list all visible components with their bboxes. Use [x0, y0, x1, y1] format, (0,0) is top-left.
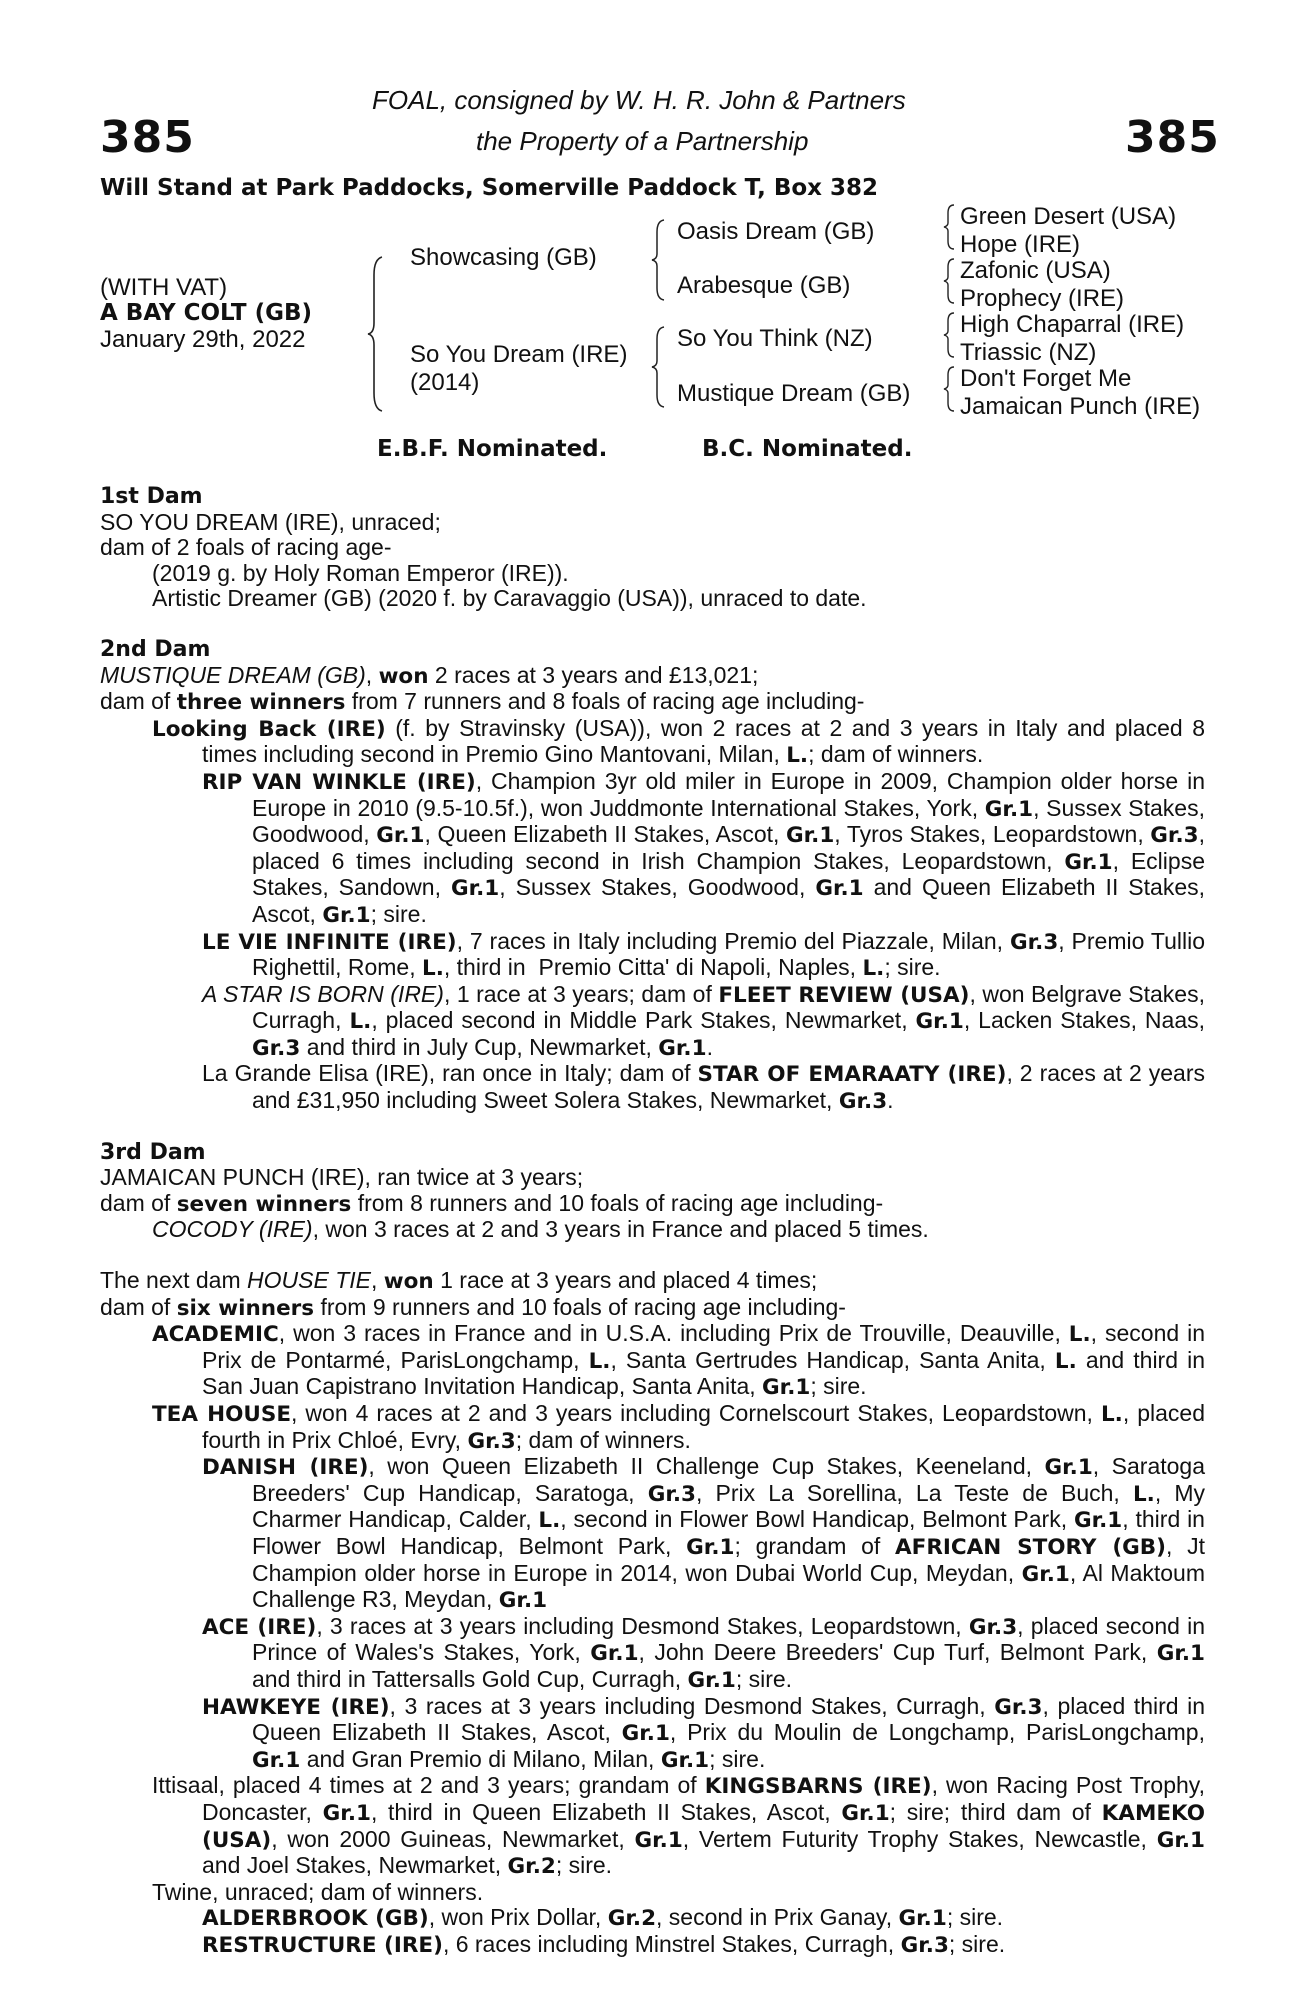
lot-number-left: 385 [100, 112, 195, 163]
dam2-line: MUSTIQUE DREAM (GB), won 2 races at 3 years and £13,021; [100, 661, 759, 689]
gen3-ancestor: Triassic (NZ) [960, 339, 1097, 366]
gen3-ancestor: Prophecy (IRE) [960, 285, 1125, 312]
sire-name: Showcasing (GB) [410, 244, 597, 271]
ebf-nomination: E.B.F. Nominated. [377, 436, 608, 462]
progeny-entry: A STAR IS BORN (IRE), 1 race at 3 years; dam of FLEET REVIEW (USA), won Belgrave Stakes, Curragh, L., placed second in Middle Park Stakes, Newmarket, Gr.1, Lacken Stakes, Naas, Gr.3 and third in July Cup, Newmarket, Gr.1. [202, 980, 1206, 1061]
dam-brace-icon [650, 325, 666, 409]
lot-number-right: 385 [1125, 112, 1220, 163]
progeny-entry: ACE (IRE), 3 races at 3 years including Desmond Stakes, Leopardstown, Gr.3, placed second in Prince of Wales's Stakes, York, Gr.1, John Deere Breeders' Cup Turf, Belmont Park, Gr.1 and third in Tattersalls Gold Cup, Curragh, Gr.1; sire. [202, 1612, 1206, 1693]
progeny-entry: RESTRUCTURE (IRE), 6 races including Minstrel Stakes, Curragh, Gr.3; sire. [202, 1930, 1006, 1958]
dam1-line: SO YOU DREAM (IRE), unraced; [100, 508, 441, 535]
gen3-brace-3-icon [942, 311, 956, 359]
dam-year: (2014) [410, 369, 480, 396]
progeny-entry: Looking Back (IRE) (f. by Stravinsky (USA)), won 2 races at 2 and 3 years in Italy and placed 8 times including second in Premio Gino Mantovani, Milan, L.; dam of winners. [152, 714, 1205, 769]
dam-name: So You Dream (IRE) [410, 341, 628, 368]
progeny-entry: HAWKEYE (IRE), 3 races at 3 years including Desmond Stakes, Curragh, Gr.3, placed third in Queen Elizabeth II Stakes, Ascot, Gr.1, Prix du Moulin de Longchamp, ParisLongchamp, Gr.1 and Gran Premio di Milano, Milan, Gr.1; sire. [202, 1692, 1206, 1773]
dam3-line: JAMAICAN PUNCH (IRE), ran twice at 3 years; [100, 1164, 584, 1191]
horse-dob: January 29th, 2022 [100, 326, 306, 353]
progeny-entry: Ittisaal, placed 4 times at 2 and 3 years; grandam of KINGSBARNS (IRE), won Racing Post Trophy, Doncaster, Gr.1, third in Queen Elizabeth II Stakes, Ascot, Gr.1; sire; third dam of KAMEKO (USA), won 2000 Guineas, Newmarket, Gr.1, Vertem Futurity Trophy Stakes, Newcastle, Gr.1 and Joel Stakes, Newmarket, Gr.2; sire. [152, 1772, 1205, 1880]
progeny-entry: Twine, unraced; dam of winners. [152, 1878, 484, 1905]
consignment-line: FOAL, consigned by W. H. R. John & Partners [372, 85, 906, 115]
dam3-line: dam of seven winners from 8 runners and 10 foals of racing age including- [100, 1189, 884, 1217]
dam2-heading: 2nd Dam [100, 636, 211, 662]
progeny-entry: TEA HOUSE, won 4 races at 2 and 3 years including Cornelscourt Stakes, Leopardstown, L., placed fourth in Prix Chloé, Evry, Gr.3; dam of winners. [152, 1400, 1206, 1454]
dam1-progeny: (2019 g. by Holy Roman Emperor (IRE)). [152, 559, 569, 586]
gen3-ancestor: High Chaparral (IRE) [960, 311, 1185, 338]
dam1-line: dam of 2 foals of racing age- [100, 534, 392, 561]
dam-sire-name: So You Think (NZ) [677, 325, 873, 352]
sire-dam-name: Arabesque (GB) [677, 272, 851, 299]
gen3-ancestor: Green Desert (USA) [960, 203, 1177, 230]
dam2-line: dam of three winners from 7 runners and 8 foals of racing age including- [100, 688, 865, 716]
sire-brace-icon [650, 218, 666, 302]
bc-nomination: B.C. Nominated. [702, 436, 913, 462]
dam1-progeny: Artistic Dreamer (GB) (2020 f. by Caravaggio (USA)), unraced to date. [152, 585, 867, 612]
next-dam-line: dam of six winners from 9 runners and 10 foals of racing age including- [100, 1293, 846, 1321]
pedigree-brace-icon [366, 255, 386, 413]
property-line: the Property of a Partnership [476, 126, 809, 156]
dam3-heading: 3rd Dam [100, 1139, 206, 1165]
progeny-entry: ALDERBROOK (GB), won Prix Dollar, Gr.2, second in Prix Ganay, Gr.1; sire. [202, 1904, 1004, 1932]
dam1-heading: 1st Dam [100, 484, 203, 509]
progeny-entry: COCODY (IRE), won 3 races at 2 and 3 years in France and placed 5 times. [152, 1216, 929, 1243]
gen3-ancestor: Hope (IRE) [960, 231, 1081, 258]
progeny-entry: DANISH (IRE), won Queen Elizabeth II Challenge Cup Stakes, Keeneland, Gr.1, Saratoga Breeders' Cup Handicap, Saratoga, Gr.3, Prix La Sorellina, La Teste de Buch, L., My Charmer Handicap, Calder, L., second in Flower Bowl Handicap, Belmont Park, Gr.1, third in Flower Bowl Handicap, Belmont Park, Gr.1; grandam of AFRICAN STORY (GB), Jt Champion older horse in Europe in 2014, won Dubai World Cup, Meydan, Gr.1, Al Maktoum Challenge R3, Meydan, Gr.1 [202, 1453, 1206, 1614]
gen3-ancestor: Don't Forget Me [960, 365, 1132, 392]
vat-label: (WITH VAT) [100, 274, 228, 301]
gen3-ancestor: Zafonic (USA) [960, 257, 1111, 284]
gen3-brace-4-icon [942, 365, 956, 413]
stand-location: Will Stand at Park Paddocks, Somerville Paddock T, Box 382 [100, 175, 879, 201]
gen3-brace-2-icon [942, 257, 956, 305]
dam-dam-name: Mustique Dream (GB) [677, 380, 911, 407]
progeny-entry: LE VIE INFINITE (IRE), 7 races in Italy including Premio del Piazzale, Milan, Gr.3, Premio Tullio Righettil, Rome, L., third in Premio Citta' di Napoli, Naples, L.; sire. [202, 927, 1205, 982]
progeny-entry: RIP VAN WINKLE (IRE), Champion 3yr old miler in Europe in 2009, Champion older horse in Europe in 2010 (9.5-10.5f.), won Juddmonte International Stakes, York, Gr.1, Sussex Stakes, Goodwood, Gr.1, Queen Elizabeth II Stakes, Ascot, Gr.1, Tyros Stakes, Leopardstown, Gr.3, placed 6 times including second in Irish Champion Stakes, Leopardstown, Gr.1, Eclipse Stakes, Sandown, Gr.1, Sussex Stakes, Goodwood, Gr.1 and Queen Elizabeth II Stakes, Ascot, Gr.1; sire. [202, 767, 1206, 928]
progeny-entry: La Grande Elisa (IRE), ran once in Italy; dam of STAR OF EMARAATY (IRE), 2 races at 2 years and £31,950 including Sweet Solera Stakes, Newmarket, Gr.3. [202, 1060, 1205, 1115]
horse-name: A BAY COLT (GB) [100, 300, 313, 326]
progeny-entry: ACADEMIC, won 3 races in France and in U.S.A. including Prix de Trouville, Deauville, L., second in Prix de Pontarmé, ParisLongchamp, L., Santa Gertrudes Handicap, Santa Anita, L. and third in San Juan Capistrano Invitation Handicap, Santa Anita, Gr.1; sire. [152, 1320, 1205, 1401]
catalogue-body [100, 484, 1205, 1958]
gen3-brace-1-icon [942, 203, 956, 251]
next-dam-line: The next dam HOUSE TIE, won 1 race at 3 years and placed 4 times; [100, 1267, 818, 1295]
gen3-ancestor: Jamaican Punch (IRE) [960, 393, 1201, 420]
sire-sire-name: Oasis Dream (GB) [677, 218, 875, 245]
